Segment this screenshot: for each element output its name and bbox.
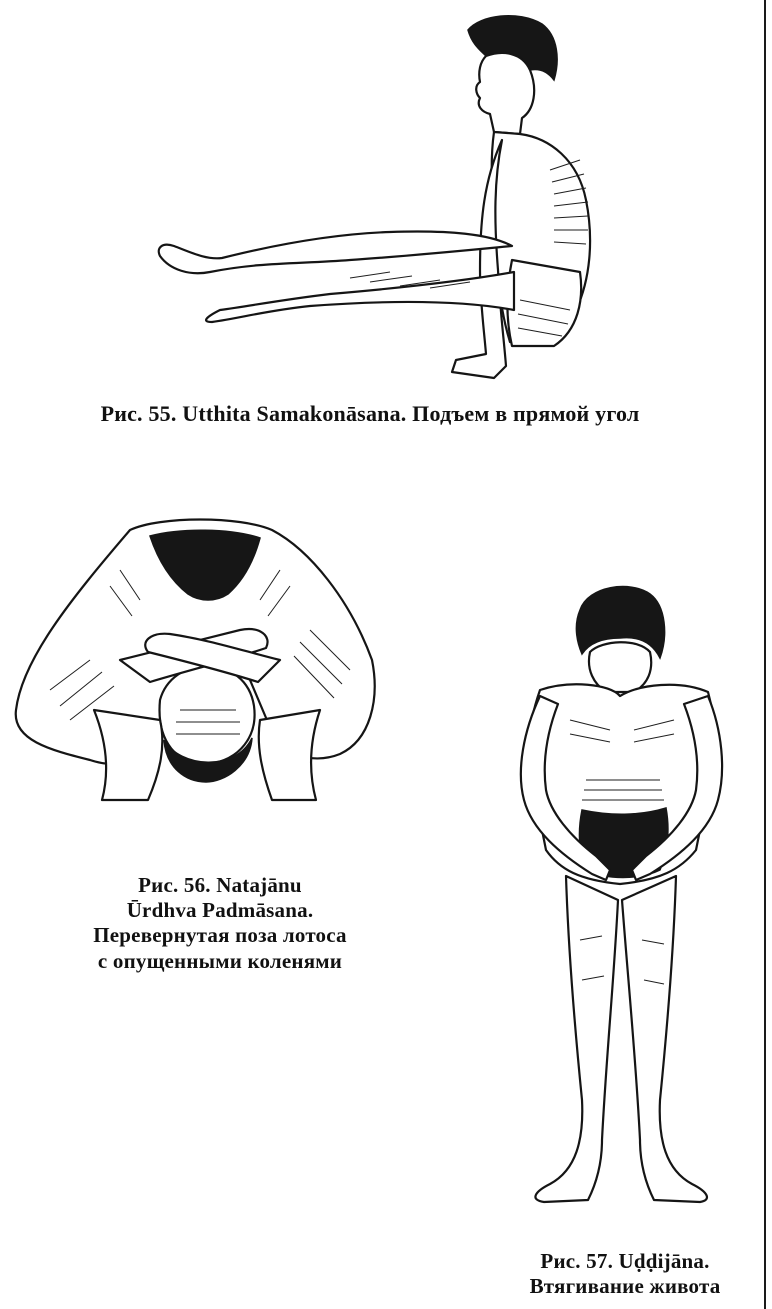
figure-57-caption-line-2: Втягивание живота <box>529 1274 721 1299</box>
figure-56-caption-line-1: Рис. 56. Natajānu <box>138 873 302 897</box>
figure-57-caption <box>480 1249 770 1299</box>
figure-55-caption: Рис. 55. Utthita Samakonāsana. Подъем в прямой угол <box>100 401 640 426</box>
figure-57-caption-line-1: Рис. 57. Uḍḍijāna. <box>540 1249 710 1273</box>
figure-55-illustration <box>150 10 610 390</box>
figure-56-caption <box>30 873 410 974</box>
figure-56-caption-line-3: Перевернутая поза лотоса <box>93 923 347 948</box>
figure-56-illustration <box>10 510 385 810</box>
figure-56-caption-line-4: с опущенными коленями <box>97 948 343 973</box>
figure-57-illustration <box>510 580 730 1220</box>
page-edge-line <box>764 0 766 1309</box>
figure-56-caption-line-2: Ūrdhva Padmāsana. <box>126 898 314 923</box>
